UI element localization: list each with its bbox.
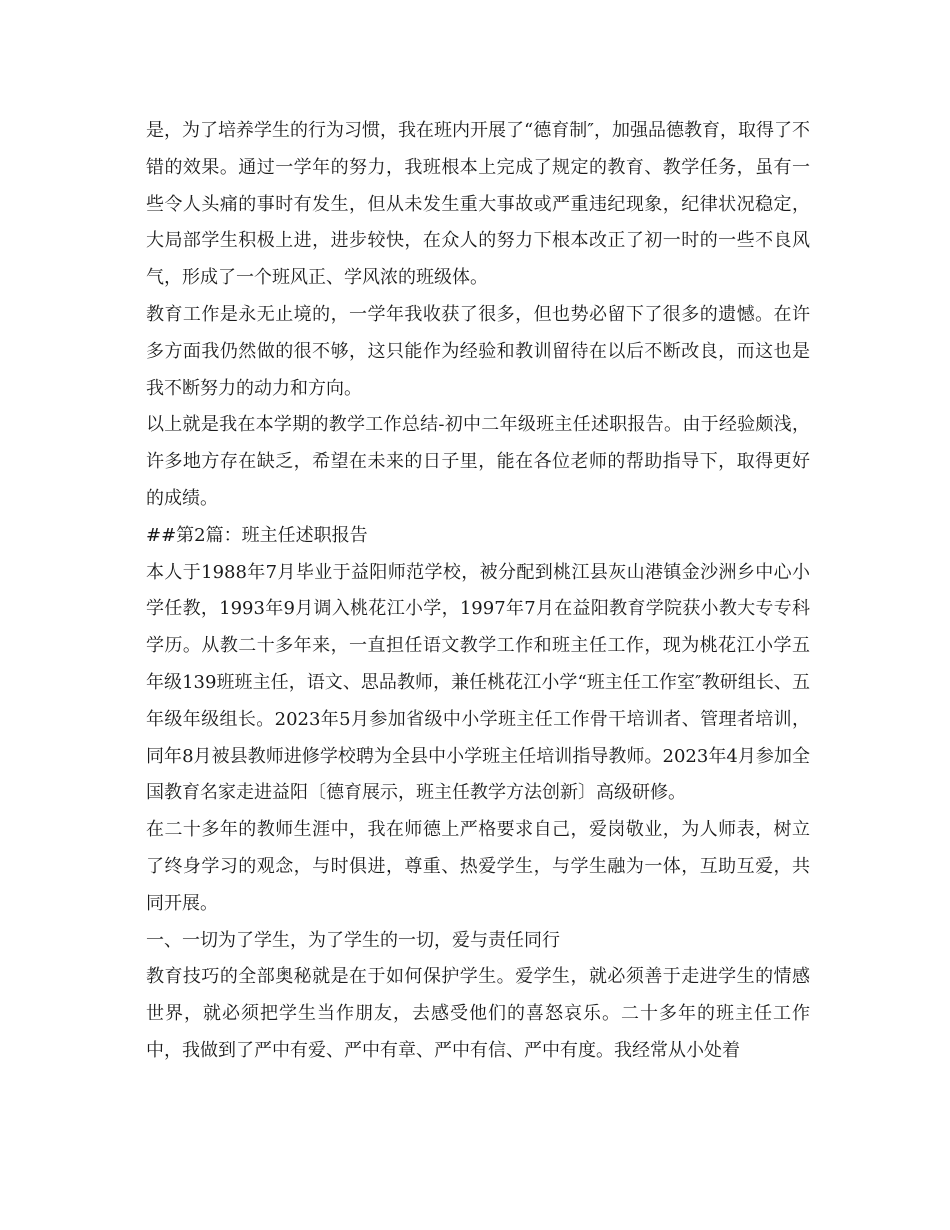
paragraph-teacher-ethics: 在二十多年的教师生涯中，我在师德上严格要求自己，爱岗敬业，为人师表，树立了终身学习的观念，与时俱进，尊重、热爱学生，与学生融为一体，互助互爱，共同开展。 [146,819,810,914]
paragraph-endless-work: 教育工作是永无止境的，一学年我收获了很多，但也势必留下了很多的遗憾。在许多方面我仍然做的很不够，这只能作为经验和教训留待在以后不断改良，而这也是我不断努力的动力和方向。 [146,303,810,399]
section-heading: ##第2篇：班主任述职报告 [146,524,368,546]
paragraph-biography: 本人于1988年7月毕业于益阳师范学校，被分配到桃江县灰山港镇金沙洲乡中心小学任教，1993年9月调入桃花江小学，1997年7月在益阳教育学院获小教大专专科学历。从教二十多年来，一直担任语文教学工作和班主任工作，现为桃花江小学五年级139班班主任，语文、思品教师，兼任桃花江小学“班主任工作室″教研组长、五年级年级组长。2023年5月参加省级中小学班主任工作骨干培训者、管理者培训，同年8月被县教师进修学校聘为全县中小学班主任培训指导教师。2023年4月参加全国教育名家走进益阳〔德育展示，班主任教学方法创新〕高级研修。 [146,561,810,804]
paragraph-character-education: 是，为了培养学生的行为习惯，我在班内开展了“德育制″，加强品德教育，取得了不错的效果。通过一学年的努力，我班根本上完成了规定的教育、教学任务，虽有一些令人头痛的事时有发生，但从未发生重大事故或严重违纪现象，纪律状况稳定，大局部学生积极上进，进步较快，在众人的努力下根本改正了初一时的一些不良风气，形成了一个班风正、学风浓的班级体。 [146,120,810,289]
document-body [146,113,810,1070]
paragraph-summary-conclusion: 以上就是我在本学期的教学工作总结-初中二年级班主任述职报告。由于经验颇浅，许多地方存在缺乏，希望在未来的日子里，能在各位老师的帮助指导下，取得更好的成绩。 [146,414,810,509]
subheading-love-responsibility: 一、一切为了学生，为了学生的一切，爱与责任同行 [146,929,560,951]
paragraph-education-secret: 教育技巧的全部奥秘就是在于如何保护学生。爱学生，就必须善于走进学生的情感世界，就必须把学生当作朋友，去感受他们的喜怒哀乐。二十多年的班主任工作中，我做到了严中有爱、严中有章、严中有信、严中有度。我经常从小处着 [146,966,810,1061]
